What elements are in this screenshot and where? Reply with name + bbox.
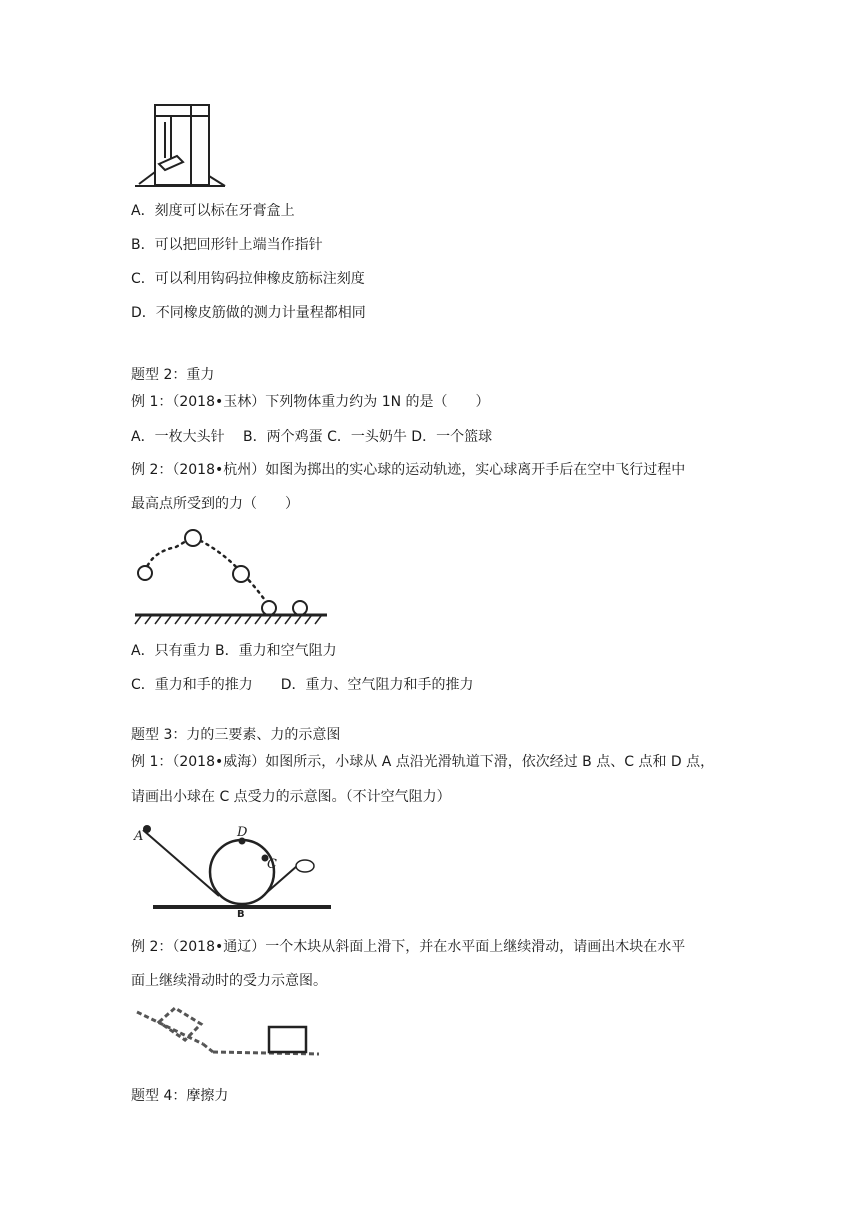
section-3-title: 题型 3：力的三要素、力的示意图 bbox=[131, 727, 341, 743]
s3-ex2-stem-1: 例 2：（2018•通辽）一个木块从斜面上滑下，并在水平面上继续滑动，请画出木块在水平 bbox=[131, 939, 686, 955]
loop-track-figure bbox=[131, 818, 336, 918]
s2-ex2-options-1: A．只有重力 B．重力和空气阻力 bbox=[131, 643, 337, 659]
label-d: D bbox=[237, 825, 248, 840]
s2-ex1-stem: 例 1：（2018•玉林）下列物体重力约为 1N 的是（ ） bbox=[131, 394, 490, 410]
s2-ex2-stem-1: 例 2：（2018•杭州）如图为掷出的实心球的运动轨迹，实心球离开手后在空中飞行过程中 bbox=[131, 462, 686, 478]
spring-scale-figure bbox=[133, 100, 228, 190]
section-4-title: 题型 4：摩擦力 bbox=[131, 1088, 229, 1104]
section-2-title: 题型 2：重力 bbox=[131, 367, 215, 383]
q1-option-b: B．可以把回形针上端当作指针 bbox=[131, 237, 323, 253]
label-c: C bbox=[267, 857, 277, 872]
s3-ex1-stem-2: 请画出小球在 C 点受力的示意图。（不计空气阻力） bbox=[131, 789, 451, 805]
s2-ex2-stem-2: 最高点所受到的力（ ） bbox=[131, 496, 299, 512]
q1-option-a: A．刻度可以标在牙膏盒上 bbox=[131, 203, 295, 219]
q1-option-d: D．不同橡皮筋做的测力计量程都相同 bbox=[131, 305, 366, 321]
block-slope-figure bbox=[131, 1002, 326, 1064]
label-b: B bbox=[237, 909, 245, 918]
q1-option-c: C．可以利用钩码拉伸橡皮筋标注刻度 bbox=[131, 271, 365, 287]
s2-ex1-options: A．一枚大头针 B．两个鸡蛋 C．一头奶牛 D．一个篮球 bbox=[131, 429, 493, 445]
ball-trajectory-figure bbox=[131, 522, 331, 627]
s2-ex2-options-2: C．重力和手的推力 D．重力、空气阻力和手的推力 bbox=[131, 677, 474, 693]
s3-ex1-stem-1: 例 1：（2018•威海）如图所示，小球从 A 点沿光滑轨道下滑，依次经过 B 点、C 点和 D 点， bbox=[131, 754, 715, 770]
label-a: A bbox=[134, 829, 144, 844]
s3-ex2-stem-2: 面上继续滑动时的受力示意图。 bbox=[131, 973, 327, 989]
